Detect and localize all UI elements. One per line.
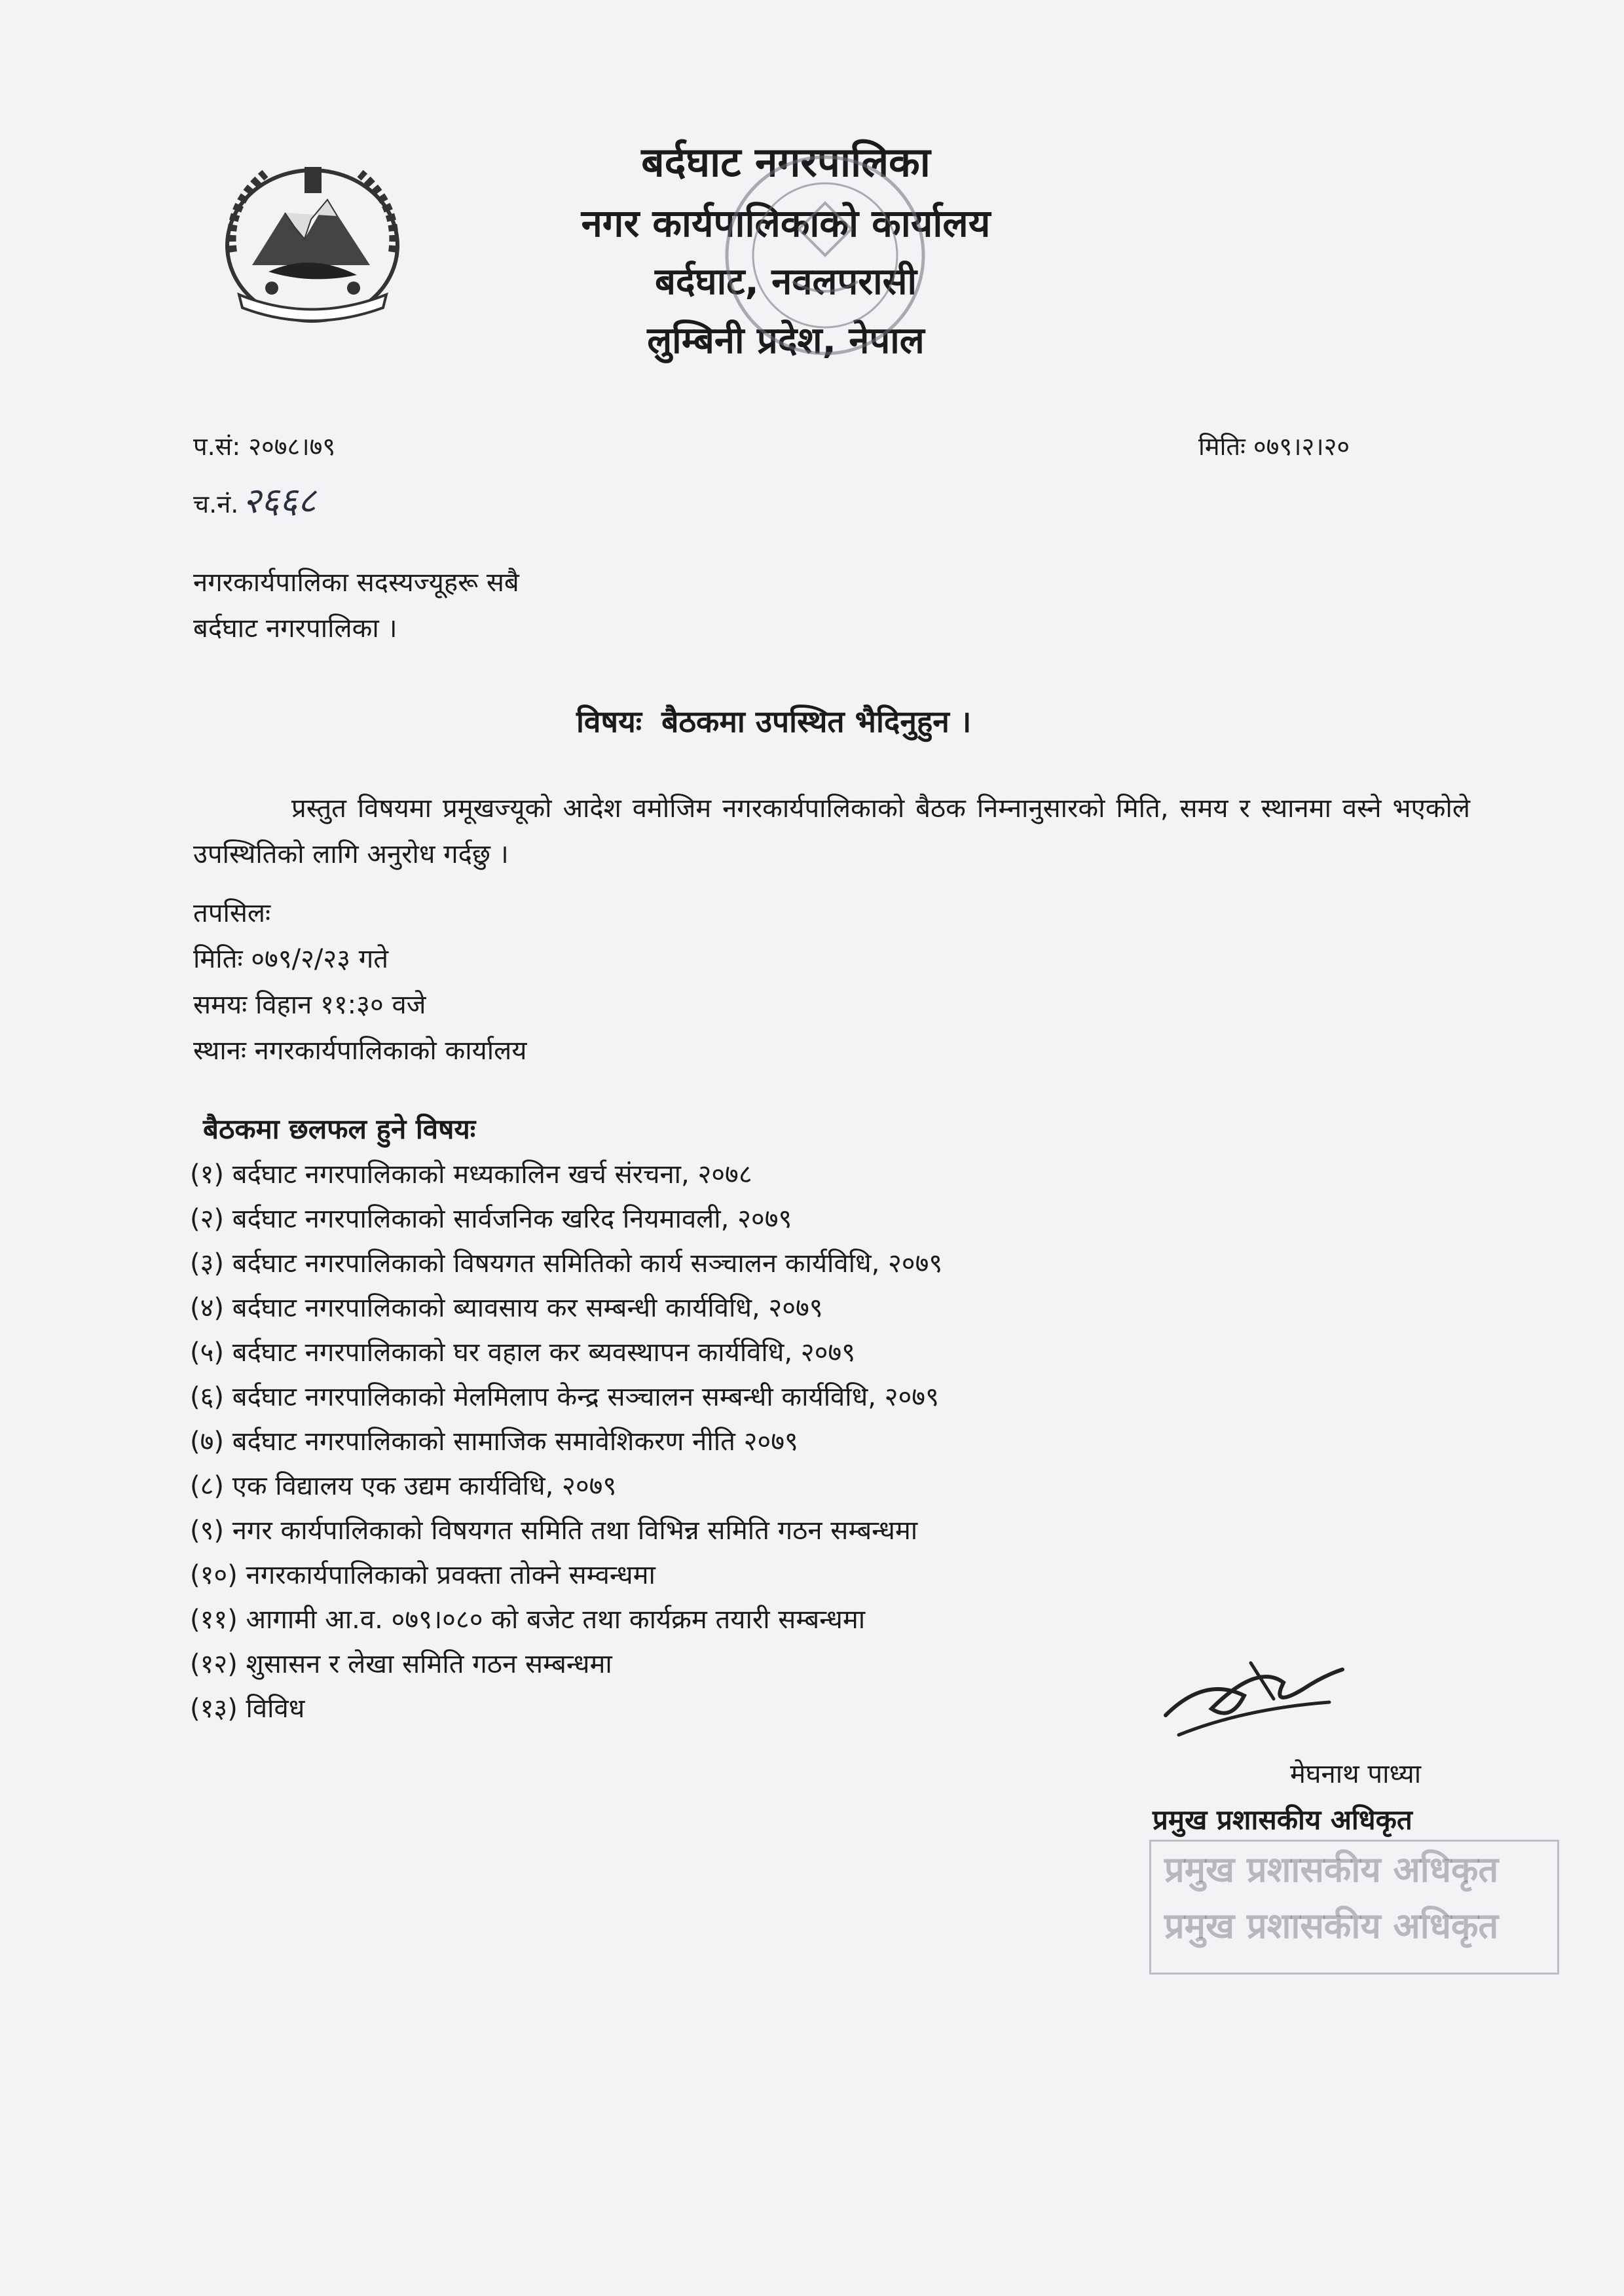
dispatch-number-value: २६६८: [242, 480, 316, 521]
agenda-item: (९) नगर कार्यपालिकाको विषयगत समिति तथा विभिन्न समिति गठन सम्बन्धमा: [190, 1516, 918, 1546]
agenda-heading: बैठकमा छलफल हुने विषयः: [203, 1113, 476, 1145]
recipient-block: [193, 560, 519, 651]
body-paragraph: प्रस्तुत विषयमा प्रमूखज्यूको आदेश वमोजिम नगरकार्यपालिकाको बैठक निम्नानुसारको मिति, समय र स्थानमा वस्ने भएकोले उपस्थितिको लागि अनुरोध गर्दछु ।: [193, 793, 1470, 869]
agenda-item: (८) एक विद्यालय एक उद्यम कार्यविधि, २०७९: [190, 1471, 617, 1501]
dispatch-number: [193, 475, 316, 523]
designation-stamp: [1149, 1840, 1559, 1975]
agenda-item: (११) आगामी आ.व. ०७९।०८० को बजेट तथा कार्यक्रम तयारी सम्बन्धमा: [190, 1605, 866, 1635]
agenda-item: (४) बर्दघाट नगरपालिकाको ब्यावसाय कर सम्बन्धी कार्यविधि, २०७९: [190, 1293, 823, 1323]
signer-name: मेघनाथ पाध्या: [1290, 1759, 1422, 1789]
meeting-date: मितिः ०७९/२/२३ गते: [193, 944, 389, 974]
agenda-item: (२) बर्दघाट नगरपालिकाको सार्वजनिक खरिद नियमावली, २०७९: [190, 1204, 792, 1234]
recipient-line-2: बर्दघाट नगरपालिका ।: [193, 613, 397, 644]
details-heading: तपसिलः: [193, 898, 271, 928]
agenda-item: (१२) शुसासन र लेखा समिति गठन सम्बन्धमा: [190, 1649, 612, 1679]
agenda-item: (१०) नगरकार्यपालिकाको प्रवक्ता तोक्ने सम्वन्धमा: [190, 1560, 655, 1590]
subject-line: [576, 701, 971, 741]
municipality-name: बर्दघाट नगरपालिका: [641, 138, 931, 186]
meeting-time: समयः विहान ११:३० वजे: [193, 990, 426, 1020]
subject-text: बैठकमा उपस्थित भैदिनुहुन ।: [661, 704, 972, 739]
dispatch-number-label: च.नं.: [193, 490, 239, 519]
reference-number: प.सं: २०७८।७९: [193, 432, 336, 461]
meeting-place: स्थानः नगरकार्यपालिकाको कार्यालय: [193, 1036, 527, 1066]
recipient-line-1: नगरकार्यपालिका सदस्यज्यूहरू सबै: [193, 568, 519, 598]
agenda-item: (३) बर्दघाट नगरपालिकाको विषयगत समितिको कार्य सञ्चालन कार्यविधि, २०७९: [190, 1248, 943, 1279]
stamp-line-1: प्रमुख प्रशासकीय अधिकृत: [1164, 1849, 1499, 1890]
agenda-list: [190, 1152, 942, 1731]
stamp-line-2: प्रमुख प्रशासकीय अधिकृत: [1164, 1905, 1499, 1946]
agenda-item: (१) बर्दघाट नगरपालिकाको मध्यकालिन खर्च संरचना, २०७८: [190, 1159, 752, 1190]
letter-date: मितिः ०७९।२।२०: [1198, 432, 1350, 461]
agenda-item: (५) बर्दघाट नगरपालिकाको घर वहाल कर ब्यवस्थापन कार्यविधि, २०७९: [190, 1338, 856, 1368]
signer-designation: प्रमुख प्रशासकीय अधिकृत: [1153, 1804, 1412, 1836]
letter-body: [193, 786, 1470, 877]
agenda-item: (६) बर्दघाट नगरपालिकाको मेलमिलाप केन्द्र सञ्चालन सम्बन्धी कार्यविधि, २०७९: [190, 1382, 939, 1412]
office-location: बर्दघाट, नवलपरासी: [654, 261, 917, 303]
agenda-item: (१३) विविध: [190, 1694, 305, 1724]
meeting-details: [193, 890, 526, 1074]
nepal-emblem-logo: [213, 154, 413, 331]
agenda-item: (७) बर्दघाट नगरपालिकाको सामाजिक समावेशिकरण नीति २०७९: [190, 1427, 798, 1457]
handwritten-signature: [1153, 1637, 1349, 1755]
province-country: लुम्बिनी प्रदेश, नेपाल: [647, 319, 925, 362]
office-seal-stamp: [714, 118, 936, 393]
office-name: नगर कार्यपालिकाको कार्यालय: [581, 201, 991, 246]
subject-label: विषयः: [576, 704, 642, 739]
